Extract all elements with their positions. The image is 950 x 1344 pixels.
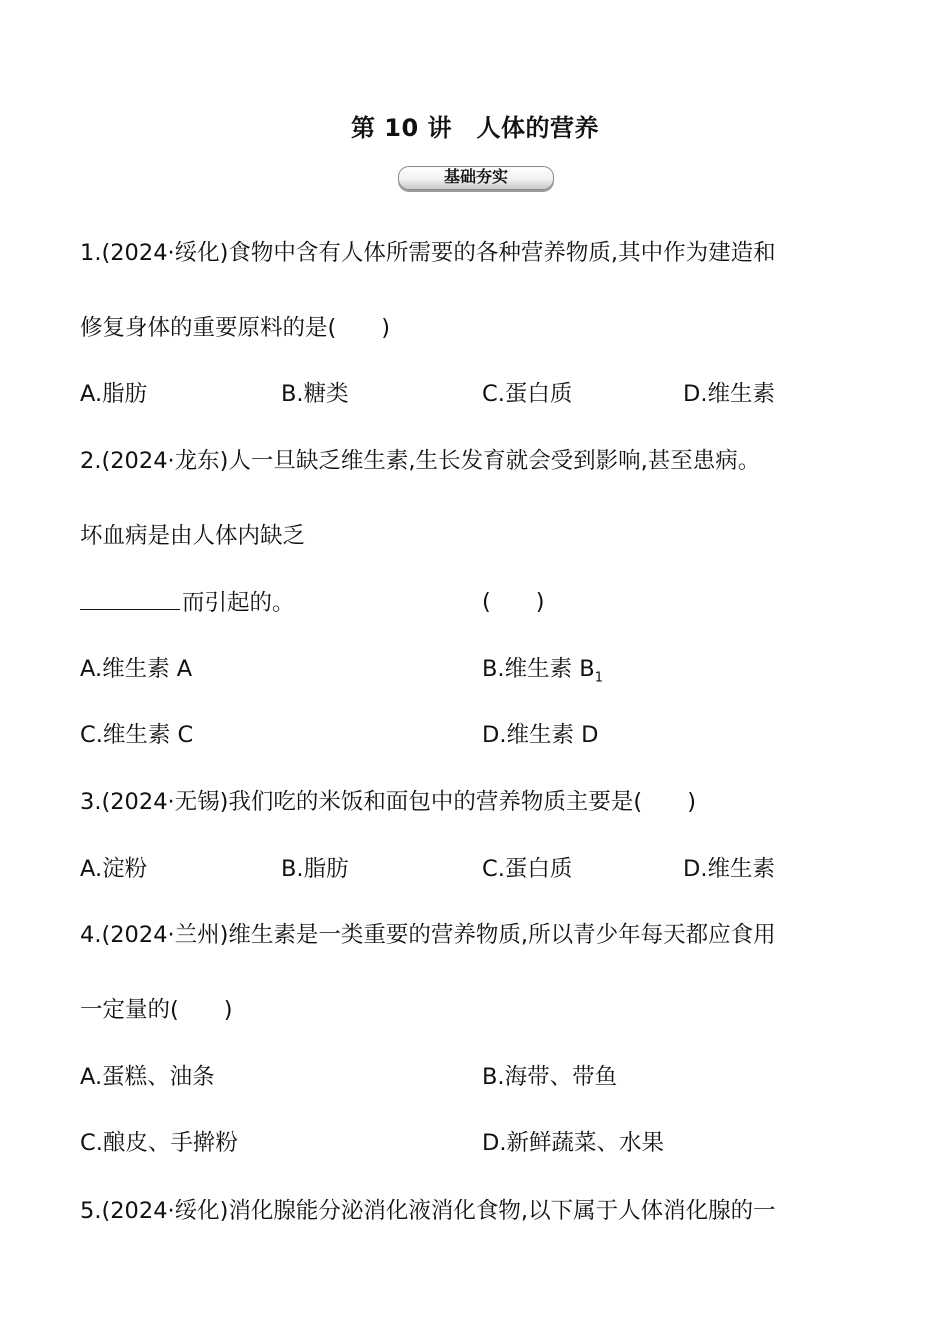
question-1-stem-line-2: 修复身体的重要原料的是( )	[80, 315, 391, 341]
question-2-option-a: A.维生素 A	[80, 656, 193, 682]
question-4-stem-line-2: 一定量的( )	[80, 997, 233, 1023]
question-2-stem-line-2: 坏血病是由人体内缺乏	[80, 523, 306, 549]
question-4-option-c: C.酿皮、手擀粉	[80, 1130, 238, 1156]
question-4-option-d: D.新鲜蔬菜、水果	[482, 1130, 664, 1156]
question-2-stem-line-3-text: 而引起的。	[182, 590, 295, 616]
question-3-option-b: B.脂肪	[281, 856, 349, 882]
section-badge: 基础夯实	[398, 166, 554, 190]
page-title: 第 10 讲 人体的营养	[350, 114, 600, 142]
question-3-option-a: A.淀粉	[80, 856, 148, 882]
question-3-option-c: C.蛋白质	[482, 856, 573, 882]
question-2-option-b-text: B.维生素 B	[482, 656, 595, 682]
question-2-option-d: D.维生素 D	[482, 722, 599, 748]
question-1-option-b: B.糖类	[281, 381, 349, 407]
question-4-option-a: A.蛋糕、油条	[80, 1064, 215, 1090]
question-4-option-b: B.海带、带鱼	[482, 1064, 618, 1090]
question-1-stem-line-1: 1.(2024·绥化)食物中含有人体所需要的各种营养物质,其中作为建造和	[80, 240, 776, 266]
question-2-option-b-subscript: 1	[594, 670, 603, 686]
question-3-stem-line-1: 3.(2024·无锡)我们吃的米饭和面包中的营养物质主要是( )	[80, 789, 696, 815]
question-1-option-d: D.维生素	[683, 381, 775, 407]
question-5-stem-line-1: 5.(2024·绥化)消化腺能分泌消化液消化食物,以下属于人体消化腺的一	[80, 1198, 776, 1224]
question-1-option-a: A.脂肪	[80, 381, 148, 407]
question-2-option-b	[482, 654, 603, 694]
question-2-stem-line-1: 2.(2024·龙东)人一旦缺乏维生素,生长发育就会受到影响,甚至患病。	[80, 448, 761, 474]
question-3-option-d: D.维生素	[683, 856, 775, 882]
question-2-stem-line-3	[80, 587, 295, 618]
question-2-option-c: C.维生素 C	[80, 722, 194, 748]
answer-blank	[80, 587, 180, 610]
question-1-option-c: C.蛋白质	[482, 381, 573, 407]
question-2-answer-bracket: ( )	[482, 589, 545, 615]
question-4-stem-line-1: 4.(2024·兰州)维生素是一类重要的营养物质,所以青少年每天都应食用	[80, 922, 776, 948]
